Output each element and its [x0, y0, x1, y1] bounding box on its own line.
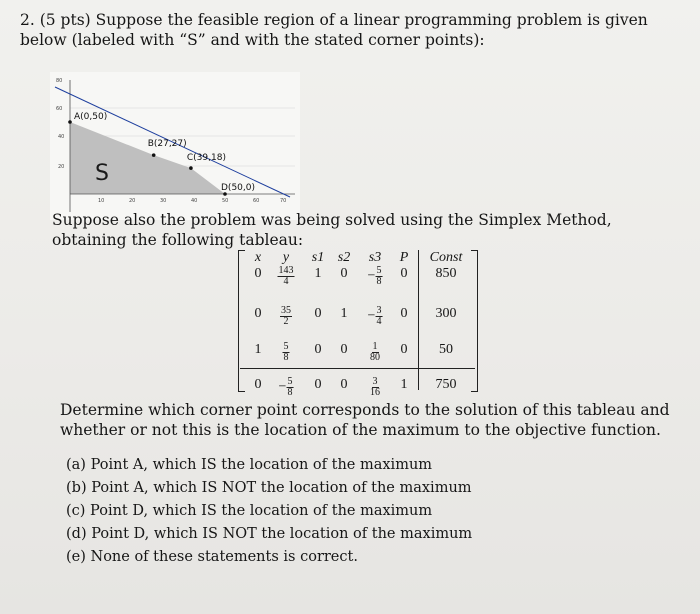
tableau-cell-r2-y: $\frac{35}{2}$	[281, 305, 291, 327]
option-b[interactable]: (b) Point A, which IS NOT the location of the maximum	[66, 480, 472, 496]
tableau-cell-r1-y: $\frac{143}{4}$	[278, 265, 294, 287]
tableau-cell-r4-x: 0	[254, 377, 262, 392]
header-const: Const	[429, 250, 463, 265]
tableau-cell-r4-y: − $\frac{5}{8}$	[278, 376, 293, 398]
objective-row-divider	[240, 368, 475, 369]
y-tick-80: 80	[56, 78, 63, 84]
const-divider	[418, 250, 419, 390]
question-text: Suppose the feasible region of a linear programming problem is given below (labeled with “S” and with the stated corner points):	[20, 11, 648, 49]
corner-point-c	[189, 166, 193, 170]
tableau-cell-r2-s2: 1	[340, 306, 348, 321]
point-label-b: B(27,27)	[147, 139, 187, 150]
x-tick-50: 50	[222, 198, 229, 204]
header-x: x	[254, 250, 262, 265]
option-e[interactable]: (e) None of these statements is correct.	[66, 549, 358, 565]
x-tick-10: 10	[98, 198, 105, 204]
tableau-cell-r4-s2: 0	[340, 377, 348, 392]
tableau-cell-r3-x: 1	[254, 342, 262, 357]
question-prompt	[20, 10, 685, 50]
option-d[interactable]: (d) Point D, which IS NOT the location of the maximum	[66, 526, 473, 542]
tableau-cell-r2-x: 0	[254, 306, 262, 321]
tableau-cell-r1-const: 850	[435, 266, 457, 281]
header-s3: s3	[368, 250, 382, 265]
option-c[interactable]: (c) Point D, which IS the location of the maximum	[66, 503, 433, 519]
y-tick-60: 60	[56, 106, 63, 112]
tableau-cell-r3-s2: 0	[340, 342, 348, 357]
option-a[interactable]: (a) Point A, which IS the location of the maximum	[66, 457, 433, 473]
header-y: y	[282, 250, 290, 265]
y-tick-20: 20	[58, 164, 65, 170]
header-s2: s2	[337, 250, 351, 265]
x-tick-60: 60	[253, 198, 260, 204]
header-s1: s1	[311, 250, 325, 265]
feasible-region-graph	[50, 72, 300, 220]
tableau-cell-r1-s1: 1	[314, 266, 322, 281]
x-tick-30: 30	[160, 198, 167, 204]
tableau-cell-r4-s3: $\frac{3}{16}$	[370, 376, 380, 398]
tableau-cell-r3-s3: $\frac{1}{80}$	[370, 341, 380, 363]
tableau-cell-r3-const: 50	[439, 342, 453, 357]
tableau-cell-r4-p: 1	[400, 377, 408, 392]
tableau-cell-r2-s1: 0	[314, 306, 322, 321]
simplex-tableau	[238, 250, 478, 400]
point-label-a: A(0,50)	[74, 112, 108, 122]
tableau-cell-r2-const: 300	[435, 306, 457, 321]
tableau-cell-r3-y: $\frac{5}{8}$	[283, 341, 289, 363]
corner-point-a	[68, 120, 72, 124]
tableau-cell-r1-s3: − $\frac{5}{8}$	[367, 265, 382, 287]
tableau-cell-r2-p: 0	[400, 306, 408, 321]
tableau-cell-r3-p: 0	[400, 342, 408, 357]
tableau-cell-r1-p: 0	[400, 266, 408, 281]
question-number: 2. (5 pts)	[20, 11, 91, 29]
x-tick-40: 40	[191, 198, 198, 204]
region-label: S	[95, 161, 109, 186]
y-tick-40: 40	[58, 134, 65, 140]
tableau-cell-r1-s2: 0	[340, 266, 348, 281]
right-bracket	[471, 250, 478, 392]
point-label-d: D(50,0)	[221, 183, 255, 193]
left-bracket	[238, 250, 245, 392]
tableau-cell-r3-s1: 0	[314, 342, 322, 357]
tableau-cell-r4-s1: 0	[314, 377, 322, 392]
header-p: P	[399, 250, 409, 265]
question-task: Determine which corner point corresponds to the solution of this tableau and whether or not this is the location of the maximum to the objective function.	[60, 401, 670, 439]
x-tick-20: 20	[129, 198, 136, 204]
tableau-cell-r1-x: 0	[254, 266, 262, 281]
tableau-cell-r2-s3: − $\frac{3}{4}$	[367, 305, 382, 327]
corner-point-b	[152, 153, 156, 157]
tableau-intro: Suppose also the problem was being solved using the Simplex Method, obtaining the following tableau:	[52, 211, 612, 249]
tableau-cell-r4-const: 750	[435, 377, 457, 392]
x-tick-70: 70	[280, 198, 287, 204]
point-label-c: C(39,18)	[186, 153, 226, 164]
